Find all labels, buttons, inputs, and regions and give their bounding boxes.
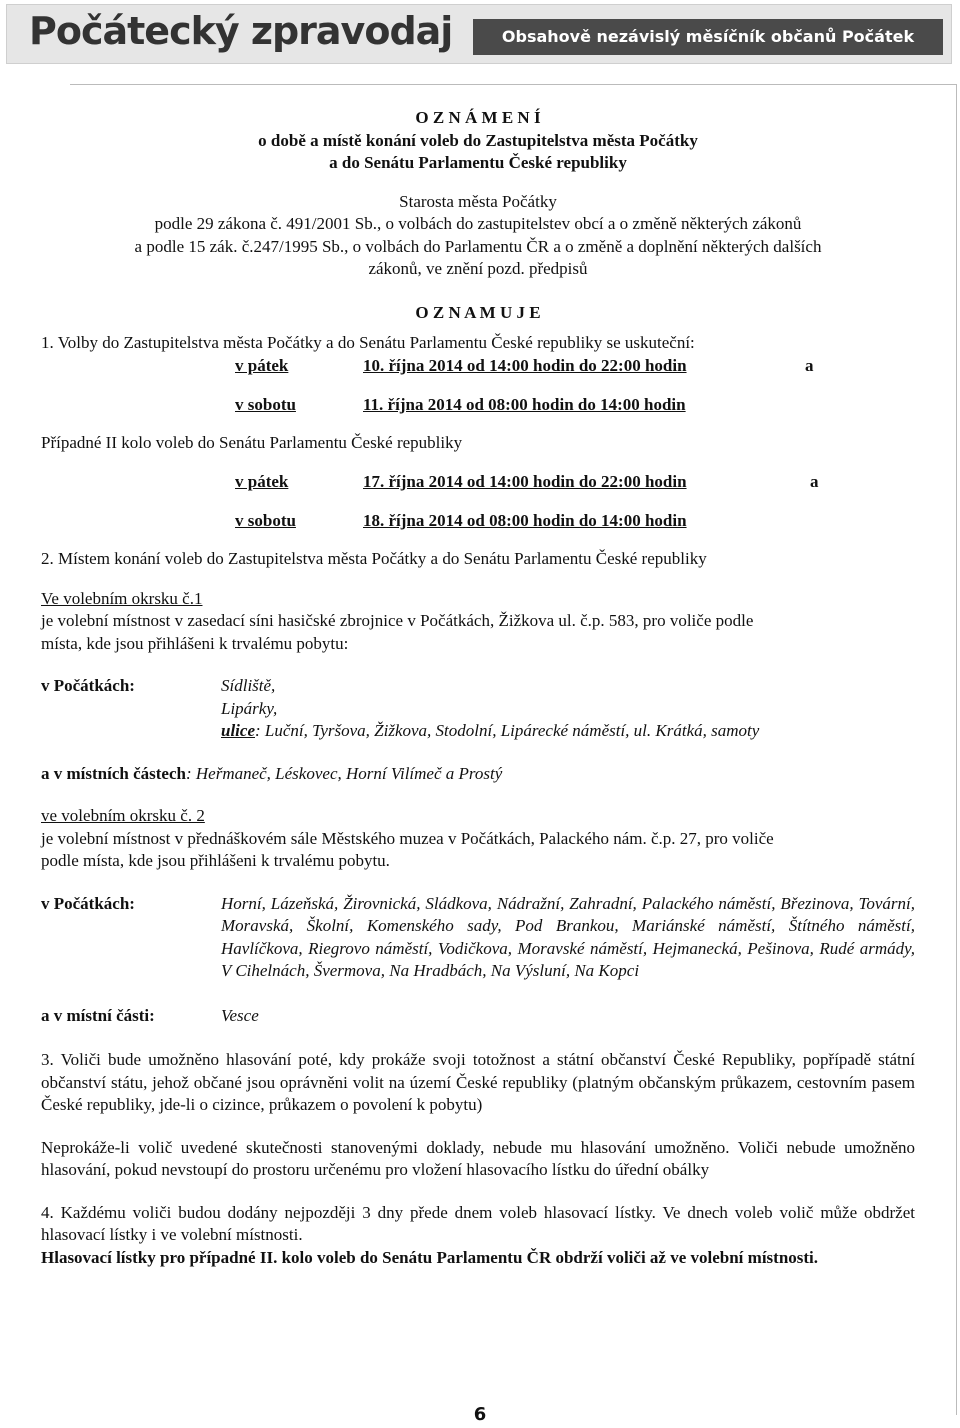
schedule-day: v pátek: [235, 355, 289, 375]
schedule-day: v sobotu: [235, 511, 296, 530]
schedule-suffix: a: [810, 472, 819, 491]
district-1-streets-label: ulice: [221, 721, 255, 740]
schedule-row: [235, 394, 915, 416]
section-3-text: 3. Voliči bude umožněno hlasování poté, kdy prokáže svoji totožnost a státní občanství České Republiky, popřípadě státní občanství státu, jehož občané jsou oprávněni volit na území České republiky (platným občanským průkazem, cestovním pasem České republiky, jde-li o cizince, průkazem o povolení k pobytu): [41, 1050, 915, 1114]
district-1-title: Ve volebním okrsku č.1: [41, 588, 203, 608]
section-4-text: 4. Každému voliči budou dodány nejpozději 3 dny přede dnem voleb hlasovací lístky. Ve dnech voleb volič může obdržet hlasovací lístky i ve volební místnosti.: [41, 1202, 915, 1244]
district-2-text-1: je volební místnost v přednáškovém sále Městského muzea v Počátkách, Palackého nám. č.p. 27, pro voliče: [41, 828, 774, 848]
district-2-title: ve volebním okrsku č. 2: [41, 806, 205, 825]
district-1-parts-label: a v místních částech: [41, 763, 186, 783]
notice-body: [41, 107, 915, 1269]
schedule-date: 18. října 2014 od 08:00 hodin do 14:00 hodin: [363, 511, 687, 530]
district-1-streets-2: Lipárky,: [221, 698, 278, 718]
schedule-day: v sobotu: [235, 394, 296, 414]
district-2-label: v Počátkách:: [41, 893, 135, 913]
notice-law-3: zákonů, ve znění pozd. předpisů: [368, 259, 588, 278]
page-number: 6: [473, 1404, 487, 1425]
notice-subheading-2: a do Senátu Parlamentu České republiky: [329, 153, 627, 172]
notice-heading: O Z N Á M E N Í: [415, 108, 541, 127]
district-1-label: v Počátkách:: [41, 676, 135, 695]
section-3-text-2: Neprokáže-li volič uvedené skutečnosti stanovenými doklady, nebude mu hlasování umožněno. Voliči nebude umožněno hlasování, pokud nevstoupí do prostoru určenému pro vložení hlasovacího lístku do úřední obálky: [41, 1137, 915, 1179]
district-1-streets-3: : Luční, Tyršova, Žižkova, Stodolní, Lipárecké náměstí, ul. Krátká, samoty: [255, 721, 760, 740]
district-2-text-2: podle místa, kde jsou přihlášeni k trvalému pobytu.: [41, 851, 390, 870]
district-1-streets-1: Sídliště,: [221, 676, 276, 695]
district-2-streets: [41, 893, 915, 983]
district-1-streets: [41, 675, 915, 743]
district-2-parts-value: Vesce: [221, 1005, 259, 1025]
district-1-text-2: místa, kde jsou přihlášeni k trvalému pobytu:: [41, 633, 349, 653]
schedule-row: [235, 471, 915, 493]
newsletter-title: Počátecký zpravodaj: [29, 9, 453, 53]
notice-law-1: podle 29 zákona č. 491/2001 Sb., o volbách do zastupitelstev obcí a o změně některých zákonů: [154, 214, 802, 233]
notice-announces: O Z N A M U J E: [415, 302, 541, 322]
second-round-title: Případné II kolo voleb do Senátu Parlamentu České republiky: [41, 432, 463, 452]
section-4-bold-text: Hlasovací lístky pro případné II. kolo voleb do Senátu Parlamentu ČR obdrží voliči až ve volební místnosti.: [41, 1247, 819, 1267]
section-1-intro: 1. Volby do Zastupitelstva města Počátky a do Senátu Parlamentu České republiky se uskuteční:: [41, 333, 695, 352]
schedule-day: v pátek: [235, 472, 289, 491]
schedule-date: 10. října 2014 od 14:00 hodin do 22:00 hodin: [363, 355, 687, 375]
schedule-date: 11. října 2014 od 08:00 hodin do 14:00 hodin: [363, 394, 686, 414]
notice-issuer: Starosta města Počátky: [399, 191, 557, 211]
district-2-parts-label: a v místní části:: [41, 1005, 155, 1025]
schedule-suffix: a: [805, 355, 814, 375]
newsletter-header: [6, 4, 952, 64]
schedule-row: [235, 355, 915, 377]
newsletter-tagline: Obsahově nezávislý měsíčník občanů Počátek: [473, 19, 943, 55]
notice-law-2: a podle 15 zák. č.247/1995 Sb., o volbách do Parlamentu ČR a o změně a doplnění některých dalších: [134, 236, 822, 256]
district-1-text-1: je volební místnost v zasedací síni hasičské zbrojnice v Počátkách, Žižkova ul. č.p. 583, pro voliče podle: [41, 611, 754, 630]
district-1-parts: : Heřmaneč, Léskovec, Horní Vilímeč a Prostý: [185, 763, 503, 783]
schedule-date: 17. října 2014 od 14:00 hodin do 22:00 hodin: [363, 472, 687, 491]
district-2-parts: [41, 1005, 915, 1028]
schedule-row: [235, 510, 915, 532]
district-2-street-list: Horní, Lázeňská, Žirovnická, Sládkova, Nádražní, Zahradní, Palackého náměstí, Březinova, Tovární, Moravská, Školní, Komenského sady, Pod Brankou, Mariánské náměstí, Štítného náměstí, Havlíčkova, Riegrovo náměstí, Vodičkova, Moravské náměstí, Hejmanecká, Pešinova, Rudé armády, V Cihelnách, Švermova, Na Hradbách, Na Výsluní, Na Kopci: [221, 893, 915, 980]
section-2-intro: 2. Místem konání voleb do Zastupitelstva města Počátky a do Senátu Parlamentu České republiky: [41, 549, 707, 568]
notice-subheading-1: o době a místě konání voleb do Zastupitelstva města Počátky: [258, 130, 698, 150]
